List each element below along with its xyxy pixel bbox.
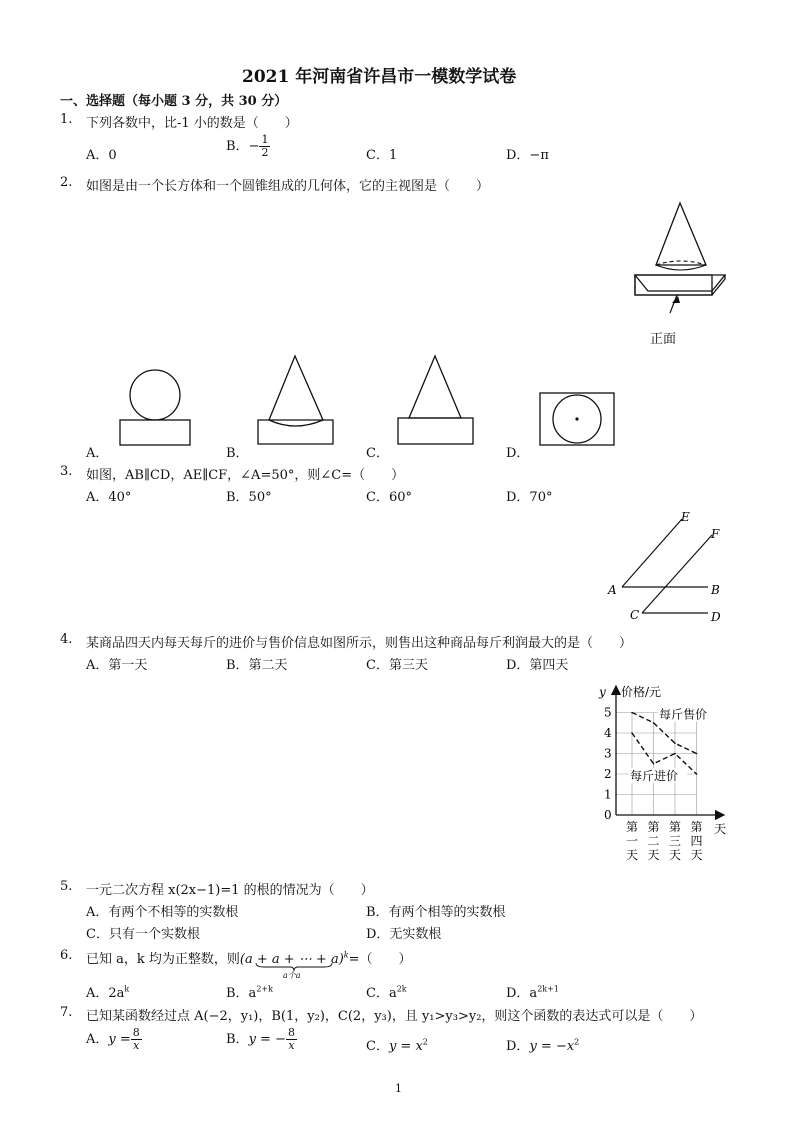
q2-option-d-figure — [537, 390, 617, 448]
q3-number: 3. — [60, 464, 73, 479]
q6-option-b — [226, 982, 273, 1001]
y-tick-label: 2 — [604, 767, 612, 781]
q1-b-denominator: 2 — [261, 146, 269, 159]
q3-label-a: A — [608, 583, 617, 597]
series-point — [631, 732, 633, 734]
q1-option-b-sign: − — [248, 139, 260, 154]
q7-option-c-expr: y = x — [388, 1039, 423, 1054]
x-tick-label: 第三天 — [669, 820, 682, 862]
q7-b-denominator: x — [288, 1039, 295, 1052]
q5-option-a: A．有两个不相等的实数根 — [86, 905, 239, 920]
q3-label-e: E — [681, 510, 690, 524]
q2-number: 2. — [60, 175, 73, 190]
q3-label-f: F — [711, 527, 720, 541]
q7-option-d — [506, 1035, 579, 1054]
q7-option-c-sup: 2 — [422, 1037, 428, 1047]
section-heading: 一、选择题（每小题 3 分，共 30 分） — [60, 94, 288, 109]
q7-a-numerator: 8 — [132, 1026, 140, 1039]
q2-option-c-figure — [395, 352, 477, 447]
q7-option-c — [366, 1035, 428, 1054]
chart-grid — [616, 713, 697, 816]
q5-number: 5. — [60, 879, 73, 894]
q3-label-d: D — [711, 610, 721, 624]
series-label: 每斤售价 — [659, 707, 708, 722]
q7-option-a-lhs: y = — [108, 1032, 131, 1047]
q7-option-a-fraction — [131, 1027, 142, 1052]
q4-option-b: B．第二天 — [226, 658, 288, 673]
y-tick-label: 5 — [604, 705, 612, 720]
page-title: 2021 年河南省许昌市一模数学试卷 — [242, 67, 517, 87]
q3-option-b: B．50° — [226, 490, 272, 505]
q1-b-numerator: 1 — [261, 133, 269, 146]
q4-option-d: D．第四天 — [506, 658, 569, 673]
q4-option-a: A．第一天 — [86, 658, 148, 673]
q1-option-a: A．0 — [86, 148, 117, 163]
q7-option-d-sup: 2 — [574, 1037, 580, 1047]
q7-option-d-expr: y = −x — [529, 1039, 575, 1054]
q7-option-c-prefix: C． — [366, 1039, 389, 1054]
x-tick-label: 第二天 — [647, 820, 660, 862]
q7-option-b-fraction — [286, 1027, 297, 1052]
q5-option-d: D．无实数根 — [366, 927, 442, 942]
series-point — [696, 753, 698, 755]
q2-option-b-figure — [255, 352, 337, 447]
q7-option-b — [226, 1027, 297, 1052]
q2-option-a-label: A． — [86, 446, 109, 461]
q6-option-d-sup: 2k+1 — [537, 984, 559, 994]
series-point — [674, 742, 676, 744]
x-axis-title: 天 — [714, 822, 727, 836]
series-point — [696, 773, 698, 775]
series-label: 每斤进价 — [630, 769, 679, 784]
series-point — [653, 763, 655, 765]
q3-parallel-lines-figure — [600, 505, 730, 630]
q1-stem: 下列各数中，比-1 小的数是（ ） — [86, 116, 298, 131]
q3-option-a: A．40° — [86, 490, 132, 505]
q5-option-b: B．有两个相等的实数根 — [366, 905, 506, 920]
q2-option-d-label: D． — [506, 446, 530, 461]
q1-option-c: C．1 — [366, 148, 398, 163]
y-tick-label: 0 — [604, 808, 612, 822]
q6-option-d-text: D．a — [506, 986, 538, 1001]
q6-number: 6. — [60, 948, 73, 963]
y-axis-letter: y — [599, 685, 606, 699]
q4-stem: 某商品四天内每天每斤的进价与售价信息如图所示，则售出这种商品每斤利润最大的是（ ） — [86, 636, 633, 651]
q6-option-a-sup: k — [124, 984, 130, 994]
q6-option-a — [86, 982, 129, 1001]
q3-label-b: B — [711, 583, 720, 597]
q3-option-c: C．60° — [366, 490, 412, 505]
q6-expression: (a + a + ⋯ + a) — [239, 952, 344, 967]
q1-number: 1. — [60, 112, 73, 127]
q7-option-a-prefix: A． — [86, 1032, 109, 1047]
q7-option-a — [86, 1027, 142, 1052]
q2-stem: 如图是由一个长方体和一个圆锥组成的几何体，它的主视图是（ ） — [86, 179, 490, 194]
q7-b-numerator: 8 — [287, 1026, 295, 1039]
q7-option-b-lhs: y = − — [248, 1032, 286, 1047]
q1-option-b-prefix: B． — [226, 139, 249, 154]
q3-option-d: D．70° — [506, 490, 553, 505]
q7-option-b-prefix: B． — [226, 1032, 249, 1047]
x-tick-label: 第四天 — [690, 820, 703, 862]
y-tick-label: 4 — [604, 726, 612, 740]
series-point — [674, 753, 676, 755]
q2-solid-figure — [620, 195, 740, 350]
q6-stem-prefix: 已知 a，k 均为正整数，则 — [86, 952, 240, 967]
y-tick-label: 3 — [604, 746, 612, 761]
q6-option-d — [506, 982, 559, 1001]
q7-stem: 已知某函数经过点 A(−2，y₁)，B(1，y₂)，C(2，y₃)，且 y₁>y₃>y₂，则这个函数的表达式可以是（ ） — [86, 1009, 703, 1024]
q1-option-b — [226, 134, 270, 159]
q3-label-c: C — [630, 608, 640, 622]
y-tick-labels — [604, 706, 612, 823]
q6-option-b-text: B．a — [226, 986, 257, 1001]
q4-option-c: C．第三天 — [366, 658, 428, 673]
x-tick-label: 第一天 — [626, 820, 639, 862]
q6-option-c-sup: 2k — [396, 984, 407, 994]
q5-option-c: C．只有一个实数根 — [86, 927, 200, 942]
q6-exponent: k — [343, 950, 349, 960]
q4-price-chart — [590, 680, 730, 870]
q6-option-a-text: A．2a — [86, 986, 125, 1001]
y-tick-label: 1 — [604, 787, 612, 802]
y-axis-title: 价格/元 — [621, 685, 662, 699]
x-tick-labels — [626, 820, 703, 862]
q4-number: 4. — [60, 632, 73, 647]
q5-stem: 一元二次方程 x(2x−1)=1 的根的情况为（ ） — [86, 883, 374, 898]
q2-option-c-label: C． — [366, 446, 389, 461]
q6-option-c — [366, 982, 407, 1001]
q3-stem: 如图，AB∥CD，AE∥CF，∠A=50°，则∠C=（ ） — [86, 468, 405, 483]
q2-front-label: 正面 — [650, 332, 677, 347]
series-point — [653, 722, 655, 724]
q6-stem — [86, 948, 412, 967]
q1-option-b-fraction — [259, 134, 270, 159]
series-point — [631, 712, 633, 714]
q7-option-d-prefix: D． — [506, 1039, 530, 1054]
q6-option-b-sup: 2+k — [256, 984, 273, 994]
q7-a-denominator: x — [133, 1039, 140, 1052]
q6-stem-suffix: =（ ） — [348, 952, 412, 967]
q2-option-b-label: B． — [226, 446, 249, 461]
q1-option-d: D．−π — [506, 148, 549, 163]
q6-option-c-text: C．a — [366, 986, 397, 1001]
page-number: 1 — [395, 1082, 402, 1095]
q7-number: 7. — [60, 1005, 73, 1020]
q6-brace-label: a个a — [283, 971, 301, 980]
q2-option-a-figure — [115, 365, 195, 450]
